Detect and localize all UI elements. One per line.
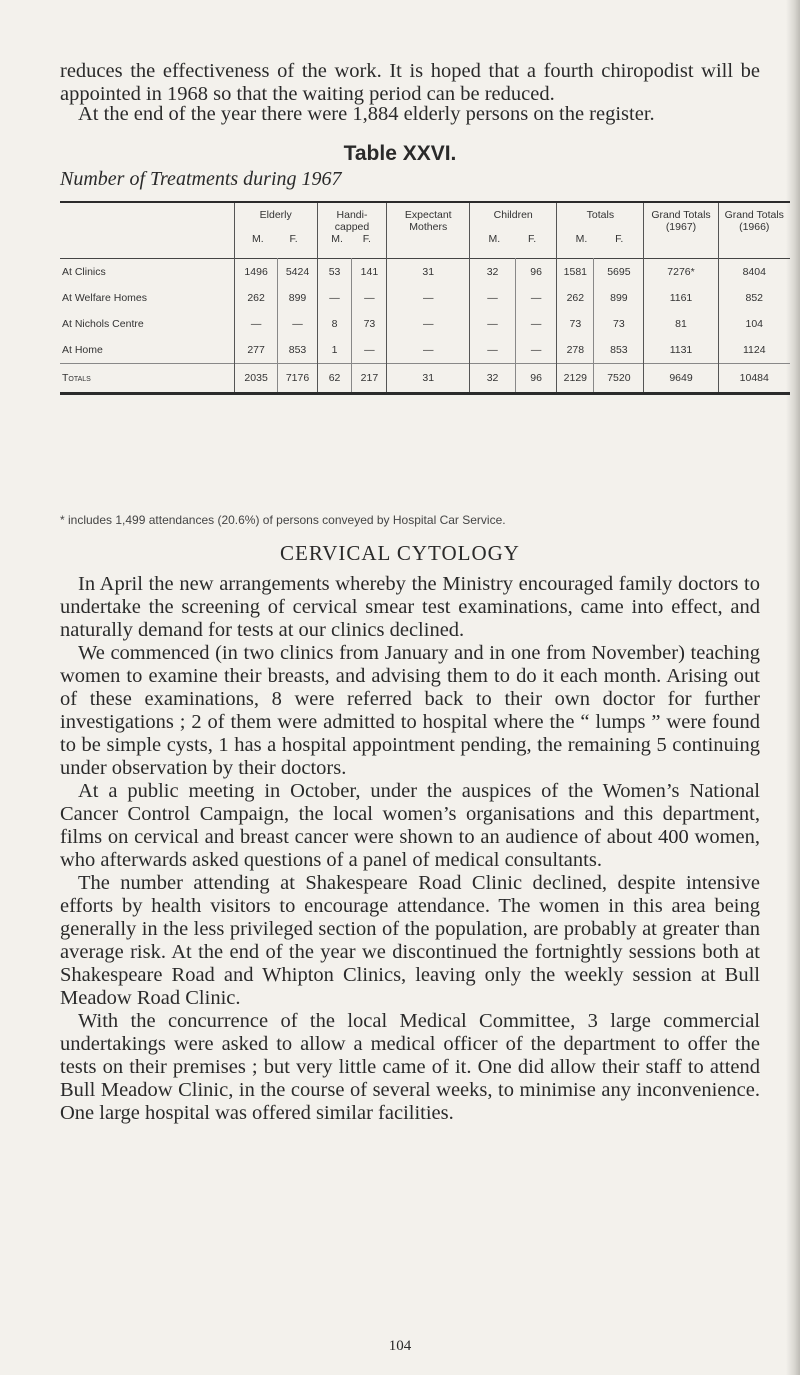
cell: 96 [515, 258, 556, 285]
cell: 32 [470, 363, 516, 393]
paragraph: In April the new arrangements whereby the Ministry encouraged family doctors to undertake the screening of cervical smear test examinations, came into effect, and naturally demand for tests at our clinics declined. [60, 573, 760, 641]
cell: 852 [718, 285, 790, 311]
header-grand-totals-1967: Grand Totals (1967) [644, 202, 718, 258]
cell: — [278, 311, 317, 337]
cell: — [387, 311, 470, 337]
cell: 899 [278, 285, 317, 311]
body-text [60, 573, 760, 1125]
cell: — [317, 285, 352, 311]
row-label: At Welfare Homes [62, 291, 147, 304]
table-header-row [60, 202, 790, 258]
cell: 1496 [234, 258, 278, 285]
cell: 31 [387, 258, 470, 285]
cell: — [470, 311, 516, 337]
cell: 53 [317, 258, 352, 285]
cell: 899 [594, 285, 644, 311]
table-subtitle: Number of Treatments during 1967 [60, 168, 342, 190]
table-row-clinics [60, 258, 790, 285]
cell: 217 [352, 363, 387, 393]
paragraph: We commenced (in two clinics from January and in one from November) teaching women to examine their breasts, and advising them to do it each month. Arising out of these examinations, 8 were referred back to their own doctor for further investigations ; 2 of them were admitted to hospital where the “ lumps ” were found to be simple cysts, 1 has a hospital appointment pending, the remaining 5 continuing under observation by their doctors. [60, 642, 760, 779]
cell: — [352, 337, 387, 364]
cell: — [387, 337, 470, 364]
cell: 5695 [594, 258, 644, 285]
cell: — [470, 285, 516, 311]
cell: 2129 [557, 363, 594, 393]
cell: 1 [317, 337, 352, 364]
section-heading: CERVICAL CYTOLOGY [280, 541, 520, 565]
paragraph: At a public meeting in October, under the auspices of the Women’s National Cancer Control Campaign, the local women’s organisations and this department, films on cervical and breast cancer were shown to an audience of about 400 women, who afterwards asked questions of a panel of medical consultants. [60, 780, 760, 871]
cell: 96 [515, 363, 556, 393]
cell: 853 [594, 337, 644, 364]
treatments-table [60, 201, 790, 395]
cell: 7176 [278, 363, 317, 393]
cell: 8 [317, 311, 352, 337]
page-number: 104 [388, 1338, 412, 1354]
cell: 1581 [557, 258, 594, 285]
header-handicapped: Handi- capped M. F. [317, 202, 387, 258]
cell: 32 [470, 258, 516, 285]
cell: 81 [644, 311, 718, 337]
row-label: At Clinics [62, 265, 106, 278]
header-elderly: Elderly M. F. [234, 202, 317, 258]
cell: 277 [234, 337, 278, 364]
cell: — [515, 285, 556, 311]
cell: 7520 [594, 363, 644, 393]
cell: 1131 [644, 337, 718, 364]
header-totals: Totals M. F. [557, 202, 644, 258]
cell: 73 [557, 311, 594, 337]
paragraph: The number attending at Shakespeare Road Clinic declined, despite intensive efforts by health visitors to encourage attendance. The women in this area being generally in the less privileged section of the population, are probably at greater than average risk. At the end of the year we discontinued the fortnightly sessions both at Shakespeare Road and Whipton Clinics, leaving only the weekly session at Bull Meadow Road Clinic. [60, 872, 760, 1009]
row-label: Totals [62, 371, 91, 384]
cell: 141 [352, 258, 387, 285]
table-title: Table XXVI. [343, 142, 457, 165]
cell: 1161 [644, 285, 718, 311]
table-row-nichols-centre [60, 311, 790, 337]
cell: 262 [234, 285, 278, 311]
table-row-welfare-homes [60, 285, 790, 311]
cell: 31 [387, 363, 470, 393]
cell: — [234, 311, 278, 337]
cell: 1124 [718, 337, 790, 364]
cell: — [352, 285, 387, 311]
header-row-label [60, 202, 234, 258]
cell: — [387, 285, 470, 311]
cell: 8404 [718, 258, 790, 285]
cell: 104 [718, 311, 790, 337]
cell: 278 [557, 337, 594, 364]
register-paragraph: At the end of the year there were 1,884 elderly persons on the register. [78, 103, 655, 125]
cell: 10484 [718, 363, 790, 393]
cell: — [515, 337, 556, 364]
row-label: At Nichols Centre [62, 317, 144, 330]
header-grand-totals-1966: Grand Totals (1966) [718, 202, 790, 258]
cell: 262 [557, 285, 594, 311]
cell: — [515, 311, 556, 337]
cell: 7276* [644, 258, 718, 285]
cell: 73 [352, 311, 387, 337]
cell: 62 [317, 363, 352, 393]
header-children: Children M. F. [470, 202, 557, 258]
cell: 73 [594, 311, 644, 337]
paragraph: With the concurrence of the local Medical Committee, 3 large commercial undertakings were asked to allow a medical officer of the department to offer the tests on their premises ; but very little came of it. One did allow their staff to attend Bull Meadow Clinic, in the course of several weeks, to minimise any inconvenience. One large hospital was offered similar facilities. [60, 1010, 760, 1124]
header-expectant-mothers: Expectant Mothers [387, 202, 470, 258]
intro-paragraph: reduces the effectiveness of the work. It is hoped that a fourth chiropodist will be appointed in 1968 so that the waiting period can be reduced. [60, 60, 760, 105]
cell: 9649 [644, 363, 718, 393]
cell: 2035 [234, 363, 278, 393]
row-label: At Home [62, 343, 103, 356]
table-row-totals [60, 363, 790, 393]
table-footnote: * includes 1,499 attendances (20.6%) of persons conveyed by Hospital Car Service. [60, 513, 506, 527]
cell: — [470, 337, 516, 364]
table-row-home [60, 337, 790, 364]
cell: 5424 [278, 258, 317, 285]
cell: 853 [278, 337, 317, 364]
